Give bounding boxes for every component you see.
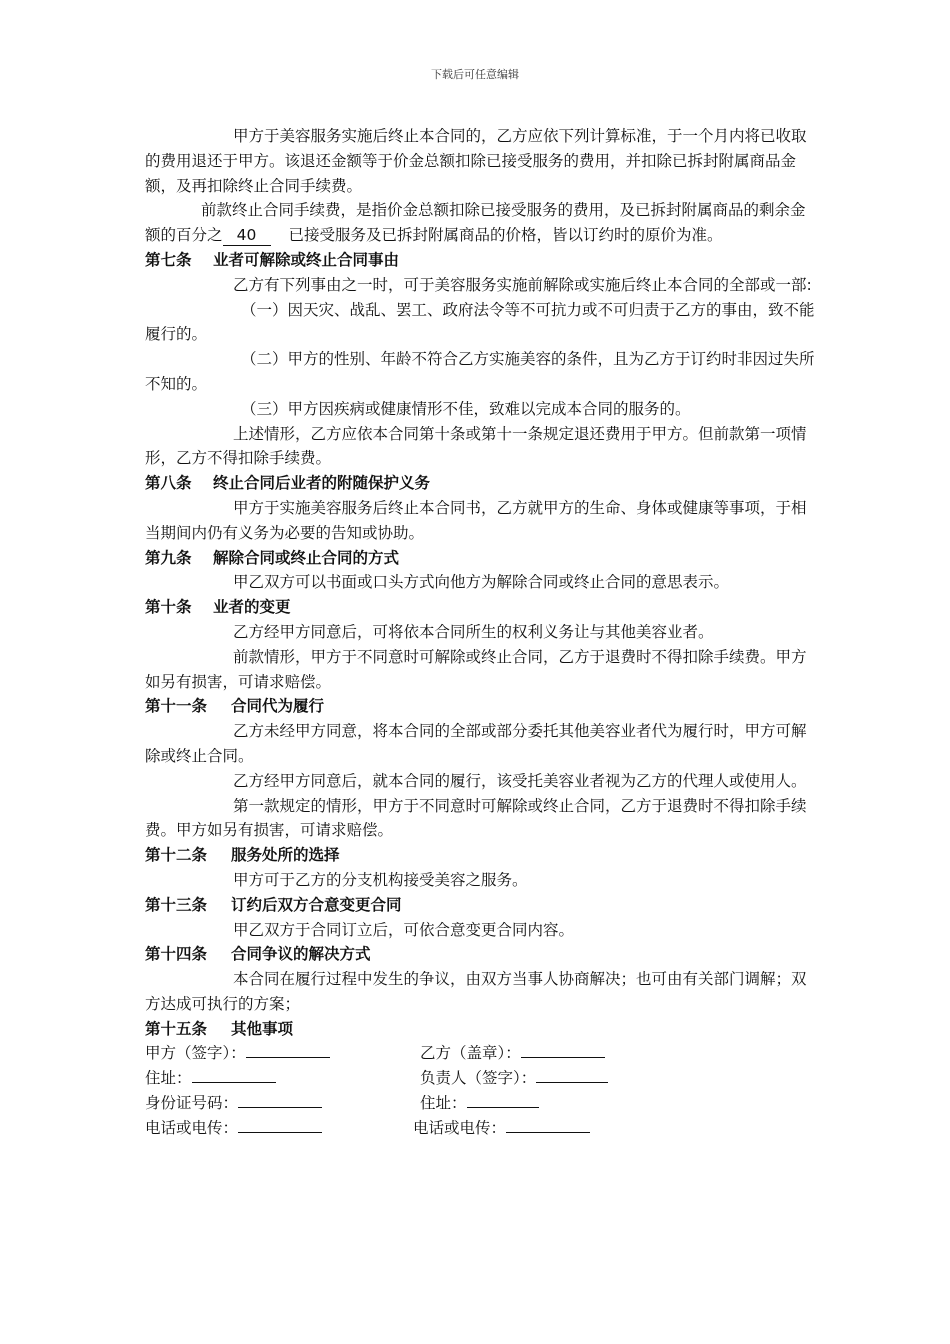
party-a-phone-label: 电话或电传：: [145, 1118, 239, 1137]
article-9-heading: [145, 546, 815, 571]
party-b-phone-line[interactable]: [506, 1116, 590, 1133]
party-b-responsible-line[interactable]: [536, 1066, 608, 1083]
party-a-id-label: 身份证号码：: [145, 1094, 239, 1113]
paragraph-handling-fee: [145, 198, 815, 248]
signature-row: [145, 1116, 815, 1141]
article-7-item-1: （一）因天灾、战乱、罢工、政府法令等不可抗力或不可归责于乙方的事由，致不能履行的。: [145, 300, 815, 344]
party-b-address-field: [420, 1091, 539, 1116]
article-10-title: 业者的变更: [213, 598, 291, 617]
article-14-heading: [145, 942, 815, 967]
article-9-number: 第九条: [145, 548, 192, 567]
article-10-heading: [145, 595, 815, 620]
signature-row: [145, 1041, 815, 1066]
article-7-closing: 上述情形，乙方应依本合同第十条或第十一条规定退还费用于甲方。但前款第一项情形，乙方不得扣除手续费。: [145, 424, 807, 468]
party-a-signature-line[interactable]: [246, 1041, 330, 1058]
article-7-number: 第七条: [145, 250, 192, 269]
party-b-phone-label: 电话或电传：: [413, 1118, 507, 1137]
article-7-intro: 乙方有下列事由之一时，可于美容服务实施前解除或实施后终止本合同的全部或一部:: [233, 275, 812, 294]
party-a-id-line[interactable]: [238, 1091, 322, 1108]
article-9-title: 解除合同或终止合同的方式: [213, 548, 400, 567]
party-a-signature-label: 甲方（签字）：: [145, 1044, 246, 1063]
article-7-title: 业者可解除或终止合同事由: [213, 250, 400, 269]
article-10-body-1: 乙方经甲方同意后，可将依本合同所生的权利义务让与其他美容业者。: [233, 622, 714, 641]
party-a-phone-field: [145, 1116, 322, 1141]
article-11-body-3: 第一款规定的情形，甲方于不同意时可解除或终止合同，乙方于退费时不得扣除手续费。甲方如另有损害，可请求赔偿。: [145, 796, 807, 840]
party-a-signature-field: [145, 1041, 330, 1066]
handling-fee-text-pre: 前款终止合同手续费，是指价金总额扣除已接受服务的费用，及已拆封附属商品的剩余金额的百分之: [145, 201, 806, 245]
article-10-number: 第十条: [145, 598, 192, 617]
party-a-phone-line[interactable]: [238, 1116, 322, 1133]
article-11-body-2: 乙方经甲方同意后，就本合同的履行，该受托美容业者视为乙方的代理人或使用人。: [233, 771, 807, 790]
article-14-number: 第十四条: [145, 945, 208, 964]
article-13-heading: [145, 893, 815, 918]
party-b-address-label: 住址：: [420, 1094, 467, 1113]
party-b-seal-label: 乙方（盖章）：: [420, 1044, 521, 1063]
article-14-body: 本合同在履行过程中发生的争议，由双方当事人协商解决；也可由有关部门调解；双方达成可执行的方案；: [145, 970, 807, 1013]
article-11-body-1: 乙方未经甲方同意，将本合同的全部或部分委托其他美容业者代为履行时，甲方可解除或终止合同。: [145, 722, 807, 765]
article-15-number: 第十五条: [145, 1019, 208, 1038]
article-11-title: 合同代为履行: [231, 697, 325, 716]
party-a-id-field: [145, 1091, 322, 1116]
article-13-body: 甲乙双方于合同订立后，可依合意变更合同内容。: [233, 920, 575, 939]
article-8-number: 第八条: [145, 474, 192, 493]
party-b-seal-field: [420, 1041, 605, 1066]
article-13-number: 第十三条: [145, 895, 208, 914]
party-b-phone-field: [413, 1116, 590, 1141]
article-14-title: 合同争议的解决方式: [231, 945, 371, 964]
party-a-address-label: 住址：: [145, 1069, 192, 1088]
article-15-heading: [145, 1017, 815, 1042]
handling-fee-text-post: 已接受服务及已拆封附属商品的价格，皆以订约时的原价为准。: [288, 226, 723, 245]
article-12-heading: [145, 843, 815, 868]
article-8-body: 甲方于实施美容服务后终止本合同书，乙方就甲方的生命、身体或健康等事项，于相当期间内仍有义务为必要的告知或协助。: [145, 498, 807, 542]
article-9-body: 甲乙双方可以书面或口头方式向他方为解除合同或终止合同的意思表示。: [233, 573, 730, 592]
article-7-heading: [145, 248, 815, 273]
contract-body: [145, 124, 815, 1141]
signature-row: [145, 1091, 815, 1116]
signature-block: [145, 1041, 815, 1140]
article-12-body: 甲方可于乙方的分支机构接受美容之服务。: [233, 870, 528, 889]
party-b-seal-line[interactable]: [521, 1041, 605, 1058]
article-15-title: 其他事项: [231, 1019, 294, 1038]
article-7-item-3: （三）甲方因疾病或健康情形不佳，致难以完成本合同的服务的。: [241, 399, 691, 418]
article-7-item-2: （二）甲方的性别、年龄不符合乙方实施美容的条件，且为乙方于订约时非因过失所不知的。: [145, 350, 815, 393]
article-8-title: 终止合同后业者的附随保护义务: [213, 474, 431, 493]
signature-row: [145, 1066, 815, 1091]
party-a-address-field: [145, 1066, 276, 1091]
party-b-responsible-field: [420, 1066, 608, 1091]
page-header: 下载后可任意编辑: [431, 68, 519, 81]
article-8-heading: [145, 471, 815, 496]
article-13-title: 订约后双方合意变更合同: [231, 895, 402, 914]
article-11-heading: [145, 694, 815, 719]
article-10-body-2: 前款情形，甲方于不同意时可解除或终止合同，乙方于退费时不得扣除手续费。甲方如另有损害，可请求赔偿。: [145, 647, 807, 691]
article-12-title: 服务处所的选择: [231, 846, 340, 865]
party-b-address-line[interactable]: [467, 1091, 539, 1108]
paragraph-refund-calculation: 甲方于美容服务实施后终止本合同的，乙方应依下列计算标准，于一个月内将已收取的费用退还于甲方。该退还金额等于价金总额扣除已接受服务的费用，并扣除已拆封附属商品金额，及再扣除终止合同手续费。: [145, 127, 807, 195]
party-a-address-line[interactable]: [192, 1066, 276, 1083]
handling-fee-percentage: 40: [223, 225, 271, 246]
article-11-number: 第十一条: [145, 697, 208, 716]
party-b-responsible-label: 负责人（签字）：: [420, 1069, 537, 1088]
article-12-number: 第十二条: [145, 846, 208, 865]
